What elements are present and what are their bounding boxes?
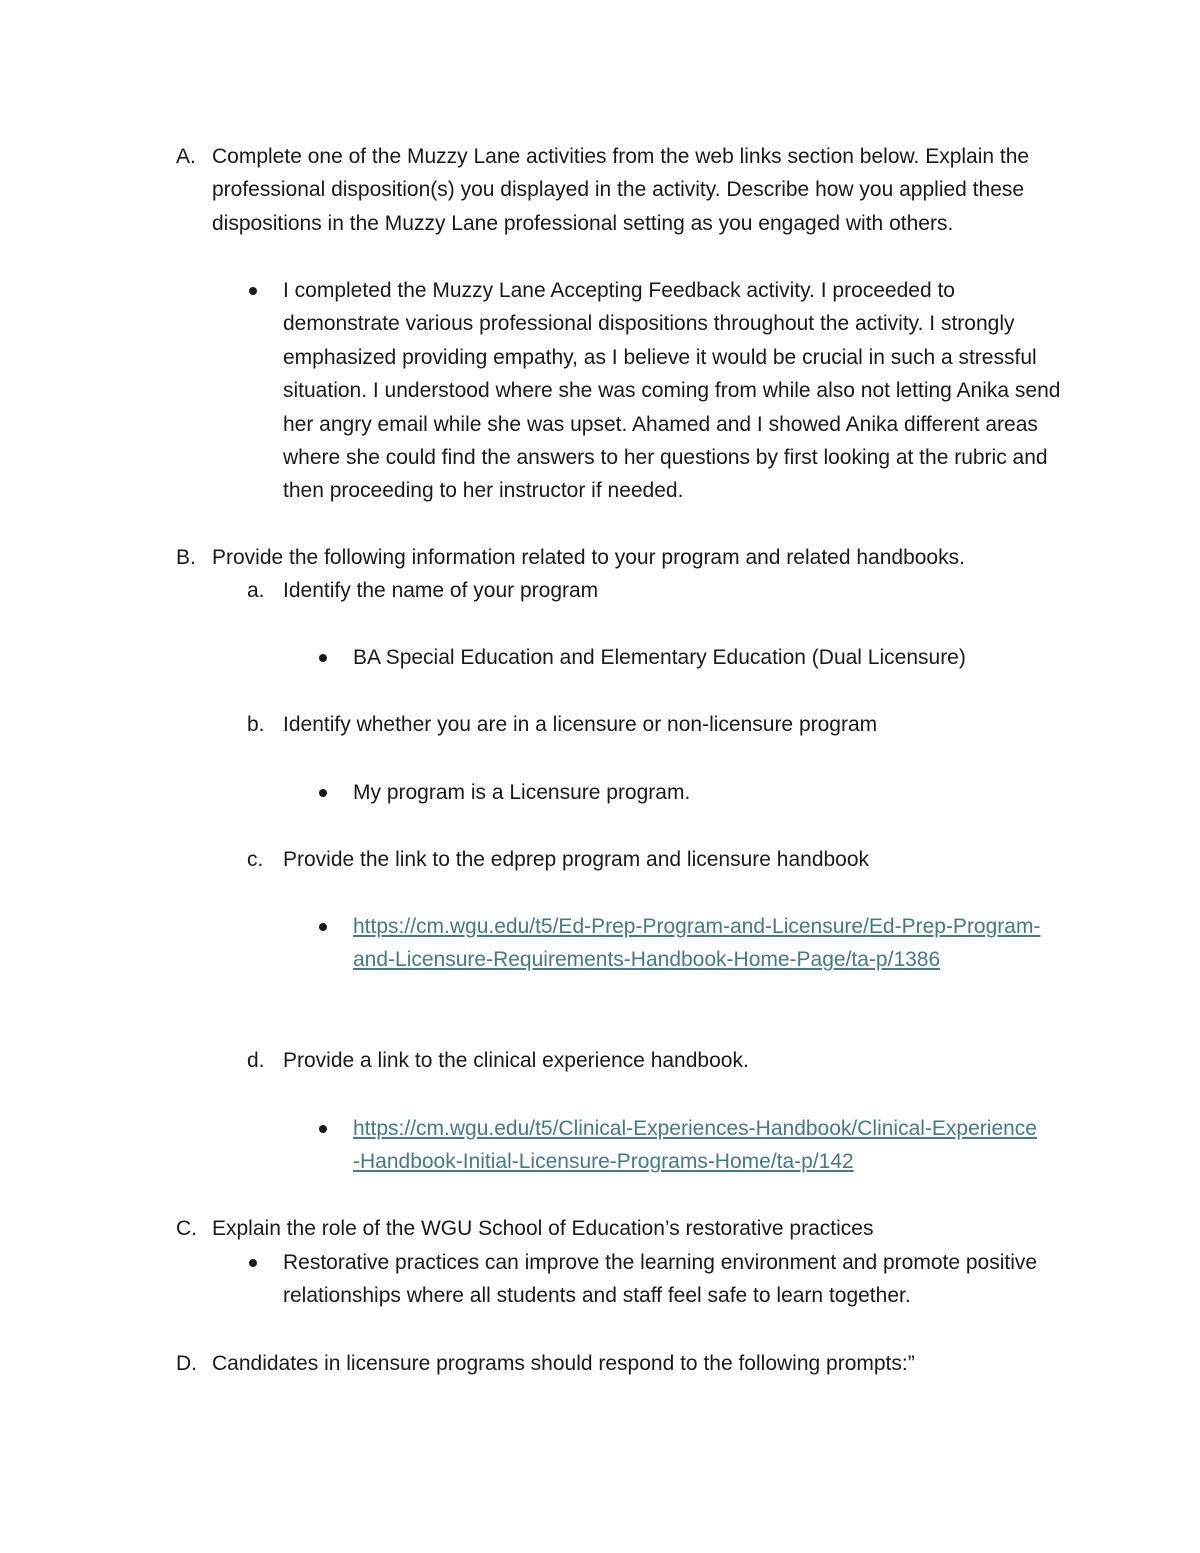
item-b-prompt: Identify whether you are in a licensure or non-licensure program [283, 713, 878, 736]
section-c-prompt: Explain the role of the WGU School of Education’s restorative practices [212, 1217, 874, 1240]
section-d-prompt: Candidates in licensure programs should respond to the following prompts:” [212, 1352, 915, 1375]
bullet-icon [319, 1125, 327, 1133]
section-c-marker: C. [176, 1217, 197, 1240]
item-c-marker: c. [247, 848, 264, 871]
section-b-marker: B. [176, 546, 196, 569]
bullet-icon [319, 654, 327, 662]
item-d-prompt: Provide a link to the clinical experience handbook. [283, 1049, 749, 1072]
section-a-answer: I completed the Muzzy Lane Accepting Feedback activity. I proceeded to demonstrate various professional dispositions throughout the activity. I strongly emphasized providing empathy, as I believe it would be crucial in such a stressful situation. I understood where she was coming from while also not letting Anika send her angry email while she was upset. Ahamed and I showed Anika different areas where she could find the answers to her questions by first looking at the rubric and then proceeding to her instructor if needed. [283, 279, 1061, 503]
bullet-icon [319, 923, 327, 931]
edprep-handbook-link[interactable]: https://cm.wgu.edu/t5/Ed-Prep-Program-and-Licensure/Ed-Prep-Program-and-Licensure-Requirements-Handbook-Home-Page/ta-p/1386 [353, 915, 1041, 972]
item-a-marker: a. [247, 579, 265, 602]
item-c-prompt: Provide the link to the edprep program and licensure handbook [283, 848, 870, 871]
item-b-marker: b. [247, 713, 265, 736]
bullet-icon [249, 287, 257, 295]
item-a-prompt: Identify the name of your program [283, 579, 599, 602]
clinical-handbook-link[interactable]: https://cm.wgu.edu/t5/Clinical-Experiences-Handbook/Clinical-Experience-Handbook-Initial-Licensure-Programs-Home/ta-p/142 [353, 1117, 1037, 1174]
bullet-icon [249, 1259, 257, 1267]
section-a-prompt: Complete one of the Muzzy Lane activities from the web links section below. Explain the professional disposition(s) you displayed in the activity. Describe how you applied these dispositions in the Muzzy Lane professional setting as you engaged with others. [212, 145, 1030, 235]
item-a-answer: BA Special Education and Elementary Education (Dual Licensure) [353, 646, 966, 669]
item-d-marker: d. [247, 1049, 265, 1072]
bullet-icon [319, 789, 327, 797]
section-a-marker: A. [176, 145, 196, 168]
item-b-answer: My program is a Licensure program. [353, 781, 691, 804]
section-d-marker: D. [176, 1352, 197, 1375]
section-b-prompt: Provide the following information related to your program and related handbooks. [212, 546, 965, 569]
section-c-answer: Restorative practices can improve the learning environment and promote positive relationships where all students and staff feel safe to learn together. [283, 1251, 1038, 1308]
